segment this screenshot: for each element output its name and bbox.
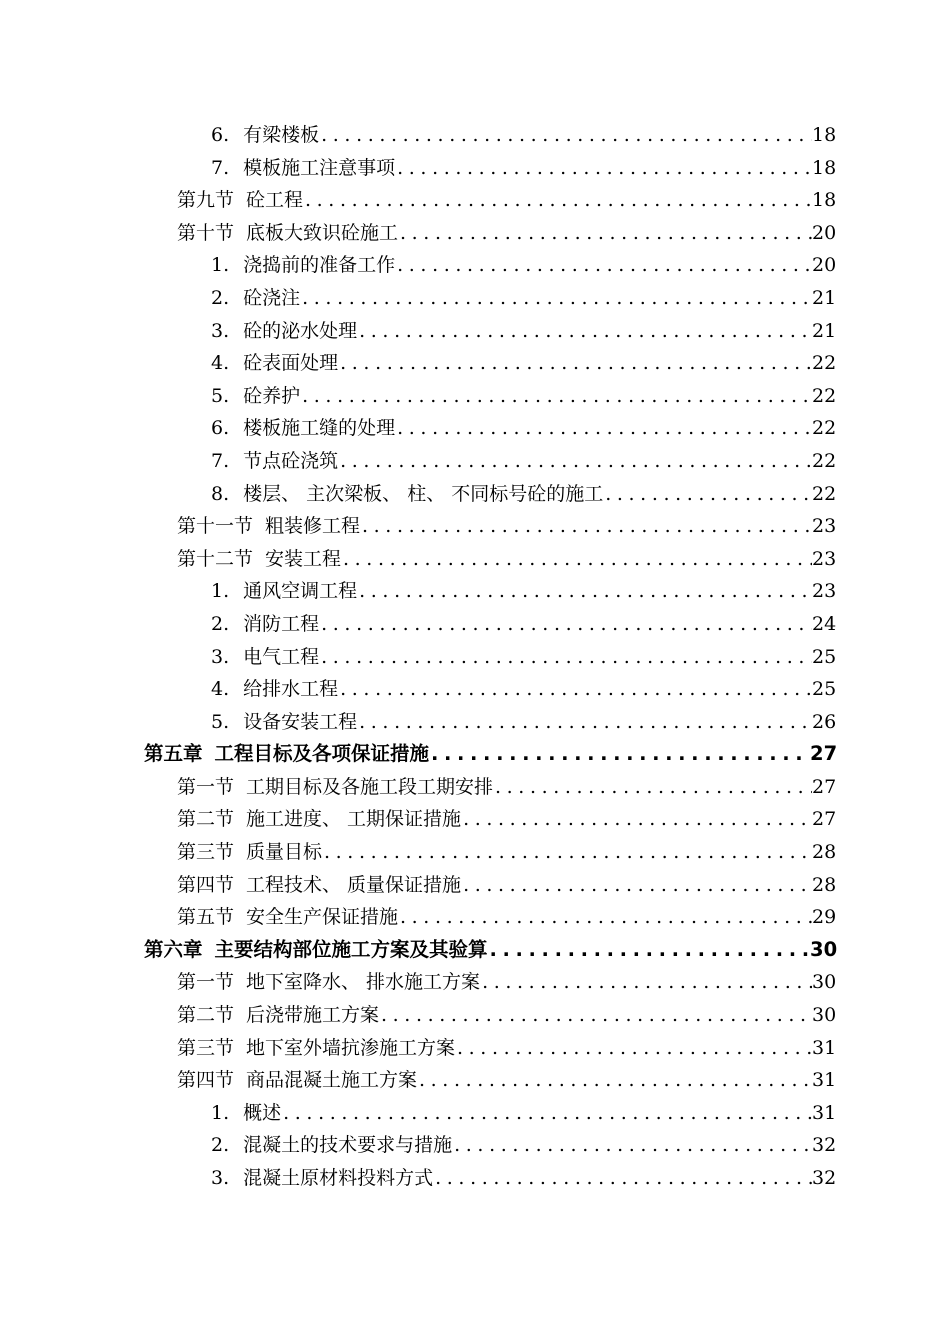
dot-leader	[397, 152, 836, 185]
toc-entry-number: 6.	[211, 124, 230, 146]
toc-entry-number: 2.	[211, 286, 230, 309]
toc-page-number: 23	[812, 575, 836, 608]
toc-entry-text	[177, 901, 836, 934]
dot-leader	[431, 738, 836, 771]
dot-leader	[605, 478, 836, 511]
toc-page-number: 21	[812, 315, 836, 348]
toc-entry-number: 1.	[211, 1101, 230, 1124]
toc-entry-text	[177, 543, 836, 576]
toc-entry-text	[211, 706, 836, 739]
toc-subsection-entry[interactable]	[0, 380, 950, 413]
toc-entry-title: 工程目标及各项保证措施	[215, 738, 432, 771]
toc-subsection-entry[interactable]	[0, 706, 950, 739]
toc-subsection-entry[interactable]	[0, 1097, 950, 1130]
toc-entry-title: 后浇带施工方案	[246, 999, 381, 1032]
toc-entry-title: 地下室降水、 排水施工方案	[246, 966, 482, 999]
dot-leader	[359, 315, 836, 348]
toc-page-number: 23	[812, 543, 836, 576]
toc-entry-number: 4.	[211, 678, 230, 701]
toc-entry-text	[211, 641, 836, 674]
dot-leader	[343, 543, 836, 576]
toc-page-number: 30	[810, 934, 836, 967]
toc-entry-text	[211, 380, 836, 413]
toc-page-number: 18	[812, 152, 836, 185]
toc-entry-title: 混凝土的技术要求与措施	[243, 1129, 454, 1162]
toc-entry-number: 第九节	[177, 189, 235, 212]
toc-entry-title: 设备安装工程	[243, 706, 359, 739]
toc-page-number: 22	[812, 445, 836, 478]
toc-entry-text	[177, 999, 836, 1032]
toc-entry-title: 质量目标	[246, 836, 324, 869]
toc-entry-number: 7.	[211, 156, 230, 179]
toc-page-number: 32	[812, 1129, 836, 1162]
toc-page-number: 30	[812, 999, 836, 1032]
toc-page-number: 30	[812, 966, 836, 999]
toc-chapter-entry[interactable]	[0, 738, 950, 771]
toc-entry-title: 电气工程	[243, 641, 321, 674]
toc-entry-title: 节点砼浇筑	[243, 445, 340, 478]
dot-leader	[302, 380, 836, 413]
dot-leader	[463, 803, 836, 836]
toc-entry-title: 砼养护	[243, 380, 302, 413]
dot-leader	[321, 119, 836, 152]
toc-entry-text	[177, 836, 836, 869]
toc-entry-number: 第三节	[177, 841, 235, 864]
table-of-contents	[0, 119, 950, 1195]
toc-subsection-entry[interactable]	[0, 152, 950, 185]
toc-page-number: 20	[812, 249, 836, 282]
dot-leader	[419, 1064, 836, 1097]
toc-section-entry[interactable]	[0, 184, 950, 217]
toc-page-number: 22	[812, 412, 836, 445]
toc-entry-text	[177, 510, 836, 543]
toc-subsection-entry[interactable]	[0, 1162, 950, 1195]
toc-entry-title: 楼层、 主次梁板、 柱、 不同标号砼的施工	[243, 478, 605, 511]
toc-entry-number: 第一节	[177, 971, 235, 994]
toc-entry-number: 2.	[211, 1134, 230, 1157]
toc-entry-number: 5.	[211, 710, 230, 733]
toc-page-number: 25	[812, 641, 836, 674]
toc-page-number: 20	[812, 217, 836, 250]
dot-leader	[381, 999, 836, 1032]
toc-section-entry[interactable]	[0, 510, 950, 543]
toc-subsection-entry[interactable]	[0, 282, 950, 315]
dot-leader	[362, 510, 836, 543]
toc-entry-number: 3.	[211, 1167, 230, 1189]
toc-section-entry[interactable]	[0, 836, 950, 869]
dot-leader	[340, 445, 836, 478]
toc-entry-text	[177, 966, 836, 999]
toc-entry-title: 给排水工程	[243, 673, 340, 706]
toc-entry-title: 概述	[243, 1097, 283, 1130]
toc-subsection-entry[interactable]	[0, 249, 950, 282]
toc-entry-text	[211, 445, 836, 478]
toc-section-entry[interactable]	[0, 901, 950, 934]
toc-subsection-entry[interactable]	[0, 608, 950, 641]
toc-entry-title: 砼工程	[246, 184, 305, 217]
dot-leader	[340, 673, 836, 706]
toc-entry-number: 5.	[211, 384, 230, 407]
toc-page-number: 27	[812, 771, 836, 804]
toc-page-number: 22	[812, 347, 836, 380]
toc-entry-text	[211, 1097, 836, 1130]
toc-section-entry[interactable]	[0, 869, 950, 902]
dot-leader	[457, 1032, 836, 1065]
toc-subsection-entry[interactable]	[0, 641, 950, 674]
dot-leader	[495, 771, 836, 804]
toc-entry-number: 4.	[211, 352, 230, 375]
toc-subsection-entry[interactable]	[0, 347, 950, 380]
dot-leader	[400, 901, 836, 934]
toc-entry-text	[177, 869, 836, 902]
toc-entry-number: 第十节	[177, 221, 235, 244]
toc-entry-number: 8.	[211, 482, 230, 505]
toc-entry-title: 粗装修工程	[265, 510, 362, 543]
toc-entry-text	[177, 803, 836, 836]
toc-entry-title: 消防工程	[243, 608, 321, 641]
toc-entry-title: 工程技术、 质量保证措施	[246, 869, 463, 902]
toc-subsection-entry[interactable]	[0, 315, 950, 348]
toc-entry-text	[144, 934, 836, 967]
toc-entry-text	[211, 412, 836, 445]
toc-entry-text	[144, 738, 836, 771]
toc-page-number: 24	[812, 608, 836, 641]
toc-section-entry[interactable]	[0, 217, 950, 250]
dot-leader	[482, 966, 836, 999]
toc-page-number: 26	[812, 706, 836, 739]
toc-subsection-entry[interactable]	[0, 1129, 950, 1162]
toc-entry-number: 3.	[211, 319, 230, 342]
dot-leader	[321, 641, 836, 674]
toc-entry-title: 通风空调工程	[243, 575, 359, 608]
toc-page-number: 18	[812, 119, 836, 152]
toc-entry-title: 底板大致识砼施工	[246, 217, 400, 250]
toc-section-entry[interactable]	[0, 999, 950, 1032]
toc-entry-text	[177, 1032, 836, 1065]
toc-entry-text	[211, 608, 836, 641]
toc-entry-title: 商品混凝土施工方案	[246, 1064, 419, 1097]
toc-section-entry[interactable]	[0, 1064, 950, 1097]
toc-entry-number: 第五章	[144, 742, 203, 766]
toc-page-number: 28	[812, 836, 836, 869]
toc-entry-title: 模板施工注意事项	[243, 152, 397, 185]
toc-entry-number: 1.	[211, 254, 230, 277]
toc-page-number: 22	[812, 478, 836, 511]
toc-subsection-entry[interactable]	[0, 445, 950, 478]
toc-page-number: 27	[812, 803, 836, 836]
toc-entry-text	[211, 119, 836, 152]
toc-entry-title: 安全生产保证措施	[246, 901, 400, 934]
dot-leader	[454, 1129, 836, 1162]
toc-entry-number: 第二节	[177, 808, 235, 831]
toc-entry-number: 第四节	[177, 1069, 235, 1092]
toc-entry-title: 有梁楼板	[243, 119, 321, 152]
toc-entry-number: 第五节	[177, 906, 235, 929]
toc-entry-title: 楼板施工缝的处理	[243, 412, 397, 445]
toc-entry-text	[211, 575, 836, 608]
toc-subsection-entry[interactable]	[0, 412, 950, 445]
toc-entry-title: 安装工程	[265, 543, 343, 576]
dot-leader	[283, 1097, 836, 1130]
toc-entry-number: 1.	[211, 580, 230, 603]
toc-entry-title: 施工进度、 工期保证措施	[246, 803, 463, 836]
toc-entry-title: 砼浇注	[243, 282, 302, 315]
toc-page-number: 29	[812, 901, 836, 934]
toc-subsection-entry[interactable]	[0, 478, 950, 511]
toc-page-number: 21	[812, 282, 836, 315]
toc-entry-title: 地下室外墙抗渗施工方案	[246, 1032, 457, 1065]
toc-entry-text	[211, 1162, 836, 1195]
toc-entry-text	[211, 1129, 836, 1162]
dot-leader	[435, 1162, 836, 1195]
toc-page-number: 27	[810, 738, 836, 771]
toc-entry-number: 第一节	[177, 775, 235, 798]
toc-entry-text	[211, 673, 836, 706]
toc-entry-text	[211, 315, 836, 348]
toc-entry-number: 3.	[211, 645, 230, 668]
toc-entry-title: 混凝土原材料投料方式	[243, 1162, 435, 1195]
dot-leader	[321, 608, 836, 641]
toc-entry-number: 第三节	[177, 1036, 235, 1059]
toc-subsection-entry[interactable]	[0, 119, 950, 152]
toc-entry-title: 砼的泌水处理	[243, 315, 359, 348]
toc-section-entry[interactable]	[0, 771, 950, 804]
toc-entry-number: 第十一节	[177, 515, 254, 538]
dot-leader	[397, 249, 836, 282]
toc-page-number: 22	[812, 380, 836, 413]
toc-entry-number: 6.	[211, 417, 230, 440]
dot-leader	[463, 869, 836, 902]
toc-entry-number: 第六章	[144, 937, 203, 961]
toc-section-entry[interactable]	[0, 966, 950, 999]
toc-entry-title: 砼表面处理	[243, 347, 340, 380]
toc-entry-text	[211, 347, 836, 380]
toc-subsection-entry[interactable]	[0, 673, 950, 706]
dot-leader	[324, 836, 836, 869]
toc-section-entry[interactable]	[0, 1032, 950, 1065]
toc-entry-text	[211, 282, 836, 315]
toc-entry-text	[211, 478, 836, 511]
toc-section-entry[interactable]	[0, 543, 950, 576]
toc-page-number: 31	[812, 1064, 836, 1097]
dot-leader	[490, 934, 836, 967]
toc-section-entry[interactable]	[0, 803, 950, 836]
toc-entry-text	[177, 184, 836, 217]
toc-page-number: 28	[812, 869, 836, 902]
toc-entry-number: 2.	[211, 612, 230, 635]
toc-page-number: 18	[812, 184, 836, 217]
toc-page-number: 25	[812, 673, 836, 706]
toc-subsection-entry[interactable]	[0, 575, 950, 608]
dot-leader	[397, 412, 836, 445]
toc-entry-title: 工期目标及各施工段工期安排	[246, 771, 495, 804]
toc-entry-number: 第二节	[177, 1004, 235, 1027]
toc-entry-number: 7.	[211, 449, 230, 472]
dot-leader	[359, 575, 836, 608]
dot-leader	[359, 706, 836, 739]
toc-page-number: 23	[812, 510, 836, 543]
toc-entry-text	[211, 152, 836, 185]
dot-leader	[302, 282, 836, 315]
toc-entry-text	[177, 1064, 836, 1097]
toc-entry-text	[177, 217, 836, 250]
dot-leader	[400, 217, 836, 250]
toc-entry-title: 主要结构部位施工方案及其验算	[215, 934, 490, 967]
toc-entry-number: 第十二节	[177, 547, 254, 570]
toc-page-number: 31	[812, 1032, 836, 1065]
toc-page-number: 31	[812, 1097, 836, 1130]
toc-entry-text	[177, 771, 836, 804]
dot-leader	[305, 184, 836, 217]
toc-entry-number: 第四节	[177, 873, 235, 896]
toc-page-number: 32	[812, 1162, 836, 1195]
toc-entry-text	[211, 249, 836, 282]
toc-entry-title: 浇捣前的准备工作	[243, 249, 397, 282]
toc-chapter-entry[interactable]	[0, 934, 950, 967]
dot-leader	[340, 347, 836, 380]
